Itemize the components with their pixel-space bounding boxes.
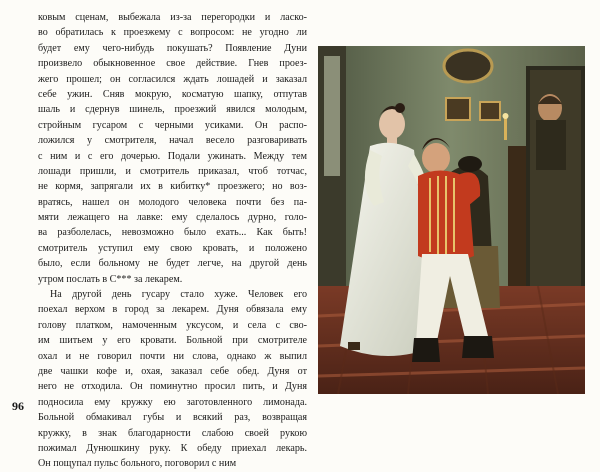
text-line: охал и не говорил почти ни слова, однако ж выпил — [38, 350, 307, 362]
cabinet — [508, 146, 526, 296]
text-line: не кормя, запрягали их в кибитку* проезжего; но воз- — [38, 181, 307, 193]
text-line: ложился у смотрителя, начал весело разговаривать — [38, 135, 307, 147]
wall-picture-2 — [480, 102, 500, 120]
text-line: будет ему чего-нибудь покушать? Появление Дуни — [38, 42, 307, 54]
text-line: поехал верхом в город за лекарем. Дуня обвязала ему — [38, 304, 307, 316]
wall-oval-portrait — [444, 50, 492, 82]
text-line: пожимал Дунюшкину руку. К обеду приехал лекарь. — [38, 442, 307, 454]
text-line: смотритель уступил ему свою кровать, и положено — [38, 242, 307, 254]
text-line: На другой день гусару стало хуже. Человек его — [50, 289, 307, 301]
text-line: Он пощупал пульс больного, поговорил с ним — [38, 458, 237, 470]
text-line: лошади пришли, и смотритель приказал, чтоб тотчас, — [38, 165, 307, 177]
wall-picture-1 — [446, 98, 470, 120]
text-line: произвело обыкновенное свое действие. Гнев проез- — [38, 58, 307, 70]
text-line: утром послать в С*** за лекарем. — [38, 273, 183, 285]
text-line: себе ужин. Сняв мокрую, косматую шапку, отпутав — [38, 88, 307, 100]
text-line: вратясь, нашел он молодого человека почти без па- — [38, 196, 307, 208]
text-line: ва разболелась, невозможно было ехать... Как быть! — [38, 227, 307, 239]
text-line: ковым сценам, выбежала из-за перегородки и ласко- — [38, 12, 307, 23]
text-line: кружку, в знак благодарности слабою своей рукою — [38, 427, 307, 439]
text-line: Больной обмакивал губы и всякий раз, возвращая — [38, 412, 307, 424]
text-line: с ним и с его дочерью. Подали ужинать. Между тем — [38, 150, 307, 162]
page-number: 96 — [12, 399, 24, 413]
text-column — [38, 10, 307, 472]
illustration-painting — [318, 46, 585, 394]
text-line: шаль и сдернув шинель, проезжий явился молодым, — [38, 104, 307, 116]
text-line: им шитьем у его кровати. Больной при смотрителе — [38, 335, 307, 347]
text-line: во обратилась к проезжему с вопросом: не угодно ли — [38, 27, 307, 39]
text-line: стройным гусаром с черными усиками. Он распо- — [38, 119, 307, 131]
text-line: было, если больному не будет легче, на другой день — [38, 258, 307, 270]
text-line: голову платком, намоченным уксусом, и села с сво- — [38, 319, 307, 331]
text-line: мяти лежащего на лавке: ему сделалось дурно, голо- — [38, 212, 307, 224]
text-line: две чашки кофе и, охая, заказал себе обед. Дуня от — [38, 365, 307, 377]
text-line: него не отходила. Он поминутно просил пить, и Дуня — [38, 381, 307, 393]
illustration — [318, 46, 585, 394]
text-line: жего прошел; он согласился ждать лошадей и заказал — [38, 73, 307, 85]
text-line: подносила ему кружку ею заготовленного лимонада. — [38, 396, 307, 408]
